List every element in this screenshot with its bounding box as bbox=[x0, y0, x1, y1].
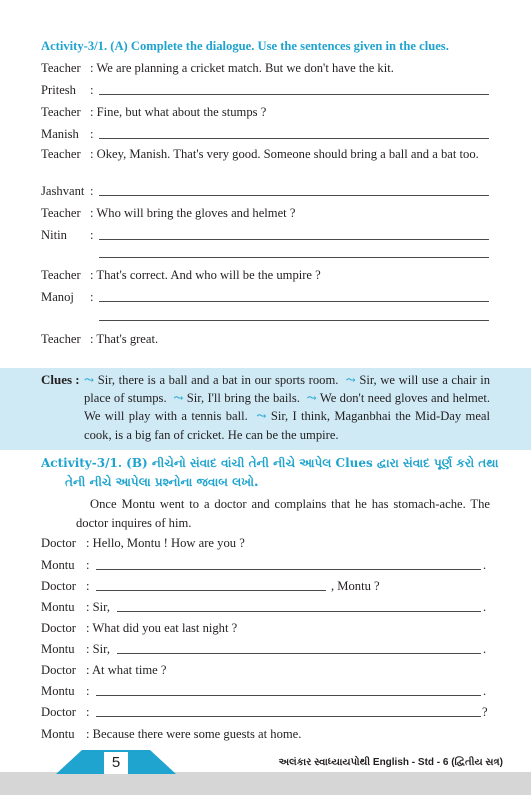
line-text: : Hello, Montu ! How are you ? bbox=[86, 536, 245, 550]
answer-blank[interactable] bbox=[99, 301, 489, 302]
speaker-label: Doctor bbox=[41, 663, 76, 677]
answer-blank[interactable] bbox=[96, 716, 481, 717]
speaker-label: Montu bbox=[41, 600, 75, 614]
clue-item: Sir, we will use a chair in place of stumps. bbox=[84, 373, 490, 406]
speaker-label: Montu bbox=[41, 558, 75, 572]
speaker-label: Pritesh bbox=[41, 83, 76, 97]
line-text: : That's correct. And who will be the umpire ? bbox=[90, 268, 321, 282]
line-text: : Sir, bbox=[86, 600, 110, 614]
answer-blank[interactable] bbox=[99, 195, 489, 196]
line-text: : Okey, Manish. That's very good. Someone should bring a ball and a bat too. bbox=[90, 147, 479, 161]
line-text: : bbox=[90, 184, 94, 198]
dialogue-line bbox=[41, 144, 491, 184]
speaker-label: Doctor bbox=[41, 579, 76, 593]
answer-blank[interactable] bbox=[99, 94, 489, 95]
line-text: : bbox=[86, 558, 90, 572]
speaker-label: Teacher bbox=[41, 332, 81, 346]
line-end: . bbox=[483, 684, 487, 698]
clue-item: We don't need gloves and helmet. We will play with a tennis ball. bbox=[84, 391, 490, 424]
line-end: . bbox=[483, 642, 487, 656]
speaker-label: Montu bbox=[41, 684, 75, 698]
line-text: : Who will bring the gloves and helmet ? bbox=[90, 206, 296, 220]
line-text: : bbox=[86, 579, 90, 593]
line-text: : At what time ? bbox=[86, 663, 167, 677]
line-mid: , Montu ? bbox=[331, 579, 380, 593]
line-text: : Fine, but what about the stumps ? bbox=[90, 105, 267, 119]
activity-b-title-line2: તેની નીચે આપેલા પ્રશ્નોના જવાબ લખો. bbox=[65, 475, 259, 489]
line-end: . bbox=[483, 600, 487, 614]
speaker-label: Teacher bbox=[41, 105, 81, 119]
speaker-label: Teacher bbox=[41, 206, 81, 220]
speaker-label: Doctor bbox=[41, 621, 76, 635]
answer-blank[interactable] bbox=[96, 695, 481, 696]
leaf-icon: ⤳ bbox=[306, 391, 317, 406]
speaker-label: Manoj bbox=[41, 290, 74, 304]
line-text: : That's great. bbox=[90, 332, 159, 346]
line-text: : What did you eat last night ? bbox=[86, 621, 238, 635]
speaker-label: Doctor bbox=[41, 705, 76, 719]
leaf-icon: ⤳ bbox=[345, 373, 356, 387]
clue-item: Sir, there is a ball and a bat in our sports room. bbox=[97, 373, 339, 387]
speaker-label: Teacher bbox=[41, 268, 81, 282]
speaker-label: Teacher bbox=[41, 61, 81, 75]
line-end: ? bbox=[482, 705, 488, 719]
line-text: : Because there were some guests at home. bbox=[86, 727, 302, 741]
clue-item: Sir, I think, Maganbhai the Mid-Day meal cook, is a big fan of cricket. He can be the umpire. bbox=[84, 409, 490, 442]
speaker-label: Montu bbox=[41, 642, 75, 656]
clues-text bbox=[84, 371, 490, 444]
answer-blank-continuation[interactable] bbox=[99, 320, 489, 321]
intro-paragraph: Once Montu went to a doctor and complains that he has stomach-ache. The doctor inquires of him. bbox=[76, 497, 490, 530]
speaker-label: Teacher bbox=[41, 147, 81, 161]
line-end: . bbox=[483, 558, 487, 572]
activity-b-title: Activity-3/1. (B) નીચેનો સંવાદ વાંચી તેની નીચે આપેલ Clues દ્વારા સંવાદ પૂર્ણ કરો તથા bbox=[41, 456, 499, 470]
speaker-label: Nitin bbox=[41, 228, 67, 242]
activity-a-title: Activity-3/1. (A) Complete the dialogue. Use the sentences given in the clues. bbox=[41, 39, 449, 53]
answer-blank[interactable] bbox=[99, 239, 489, 240]
line-text: : bbox=[86, 684, 90, 698]
clues-label: Clues : bbox=[41, 372, 80, 387]
answer-blank[interactable] bbox=[96, 569, 481, 570]
leaf-icon: ⤳ bbox=[173, 391, 184, 406]
speaker-label: Montu bbox=[41, 727, 75, 741]
answer-blank[interactable] bbox=[99, 138, 489, 139]
page-number: 5 bbox=[104, 752, 128, 774]
clue-item: Sir, I'll bring the bails. bbox=[186, 391, 300, 406]
line-text: : bbox=[90, 127, 94, 141]
answer-blank[interactable] bbox=[96, 590, 326, 591]
line-text: : bbox=[90, 290, 94, 304]
line-text: : Sir, bbox=[86, 642, 110, 656]
line-text: : bbox=[90, 228, 94, 242]
leaf-icon: ⤳ bbox=[256, 409, 267, 424]
line-text: : bbox=[86, 705, 90, 719]
answer-blank-continuation[interactable] bbox=[99, 257, 489, 258]
line-text: : bbox=[90, 83, 94, 97]
line-text: : We are planning a cricket match. But we don't have the kit. bbox=[90, 61, 394, 75]
speaker-label: Jashvant bbox=[41, 184, 85, 198]
speaker-label: Doctor bbox=[41, 536, 76, 550]
answer-blank[interactable] bbox=[117, 611, 481, 612]
speaker-label: Manish bbox=[41, 127, 79, 141]
leaf-icon: ⤳ bbox=[84, 373, 95, 387]
answer-blank[interactable] bbox=[117, 653, 481, 654]
book-title: અલંકાર સ્વાધ્યાયપોથી English - Std - 6 (દ્વિતીય સત્ર) bbox=[278, 757, 503, 768]
